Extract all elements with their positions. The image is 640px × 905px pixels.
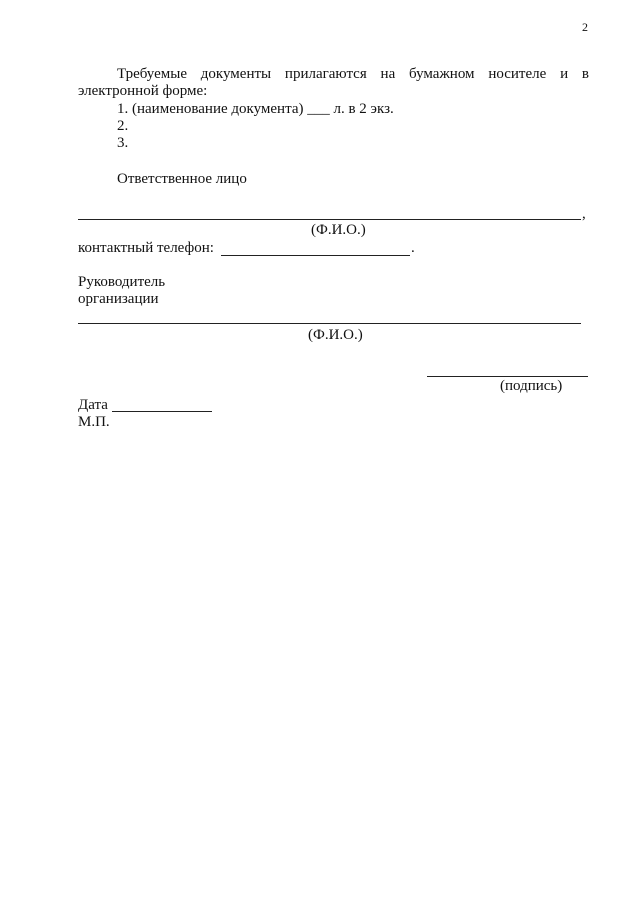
intro-line-2: электронной форме: bbox=[78, 83, 208, 99]
signature-caption: (подпись) bbox=[500, 378, 563, 394]
responsible-trailing-comma: , bbox=[582, 206, 586, 222]
intro-line-1: Требуемые документы прилагаются на бумажном носителе и в bbox=[117, 66, 589, 82]
head-label-line-1: Руководитель bbox=[78, 274, 166, 290]
signature-line bbox=[427, 376, 588, 377]
document-item-1: 1. (наименование документа) ___ л. в 2 экз. bbox=[117, 101, 394, 117]
head-fio-line bbox=[78, 323, 581, 324]
document-item-2: 2. bbox=[117, 118, 129, 134]
document-item-3: 3. bbox=[117, 135, 129, 151]
phone-end: . bbox=[411, 240, 415, 256]
page-number: 2 bbox=[582, 20, 588, 34]
seal-label: М.П. bbox=[78, 414, 110, 430]
phone-label: контактный телефон: bbox=[78, 240, 214, 256]
responsible-fio-line bbox=[78, 219, 581, 220]
date-line bbox=[112, 411, 212, 412]
responsible-label: Ответственное лицо bbox=[117, 171, 247, 187]
date-label: Дата bbox=[78, 397, 108, 413]
responsible-fio-caption: (Ф.И.О.) bbox=[311, 222, 366, 238]
head-fio-caption: (Ф.И.О.) bbox=[308, 327, 363, 343]
head-label-line-2: организации bbox=[78, 291, 159, 307]
phone-line bbox=[221, 255, 410, 256]
